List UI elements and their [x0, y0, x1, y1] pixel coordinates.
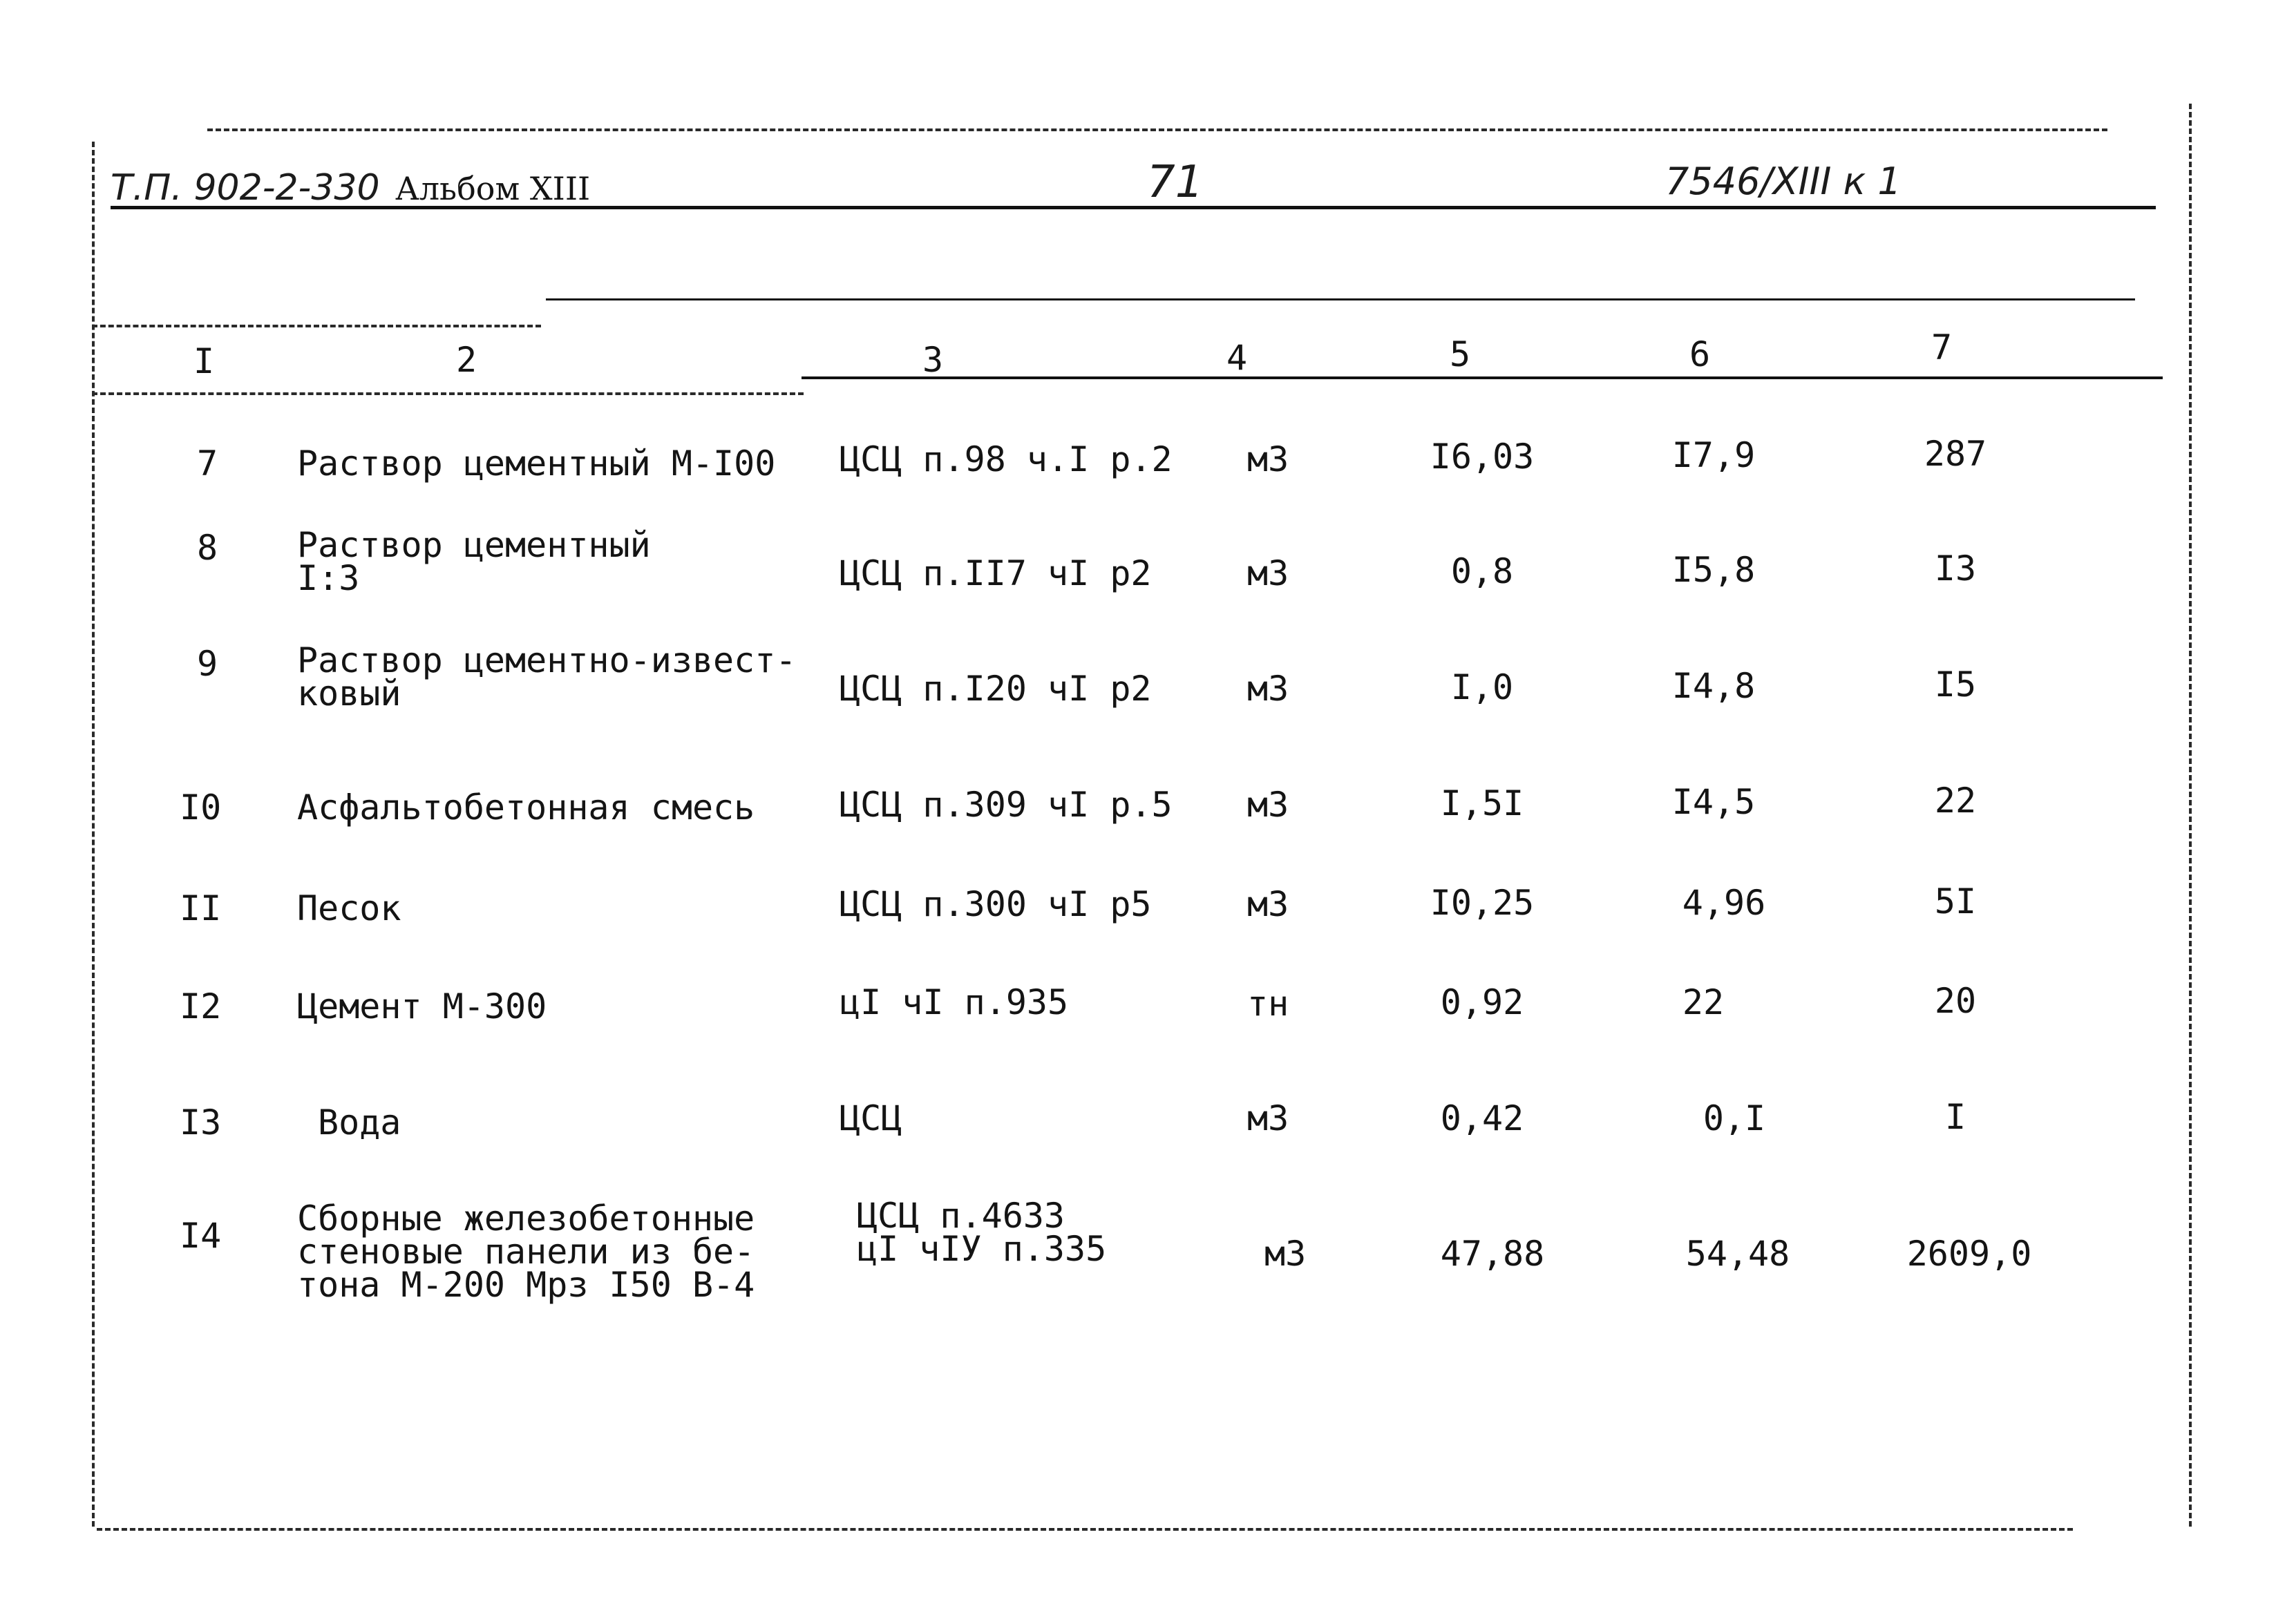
column-header-2: 2 [456, 340, 477, 380]
column-header-3: 3 [922, 340, 944, 380]
unit: м3 [1247, 669, 1289, 709]
price-reference: ЦСЦ п.309 чI р.5 [840, 785, 1173, 825]
row-number: 7 [197, 443, 218, 484]
column-header-7: 7 [1931, 327, 1953, 367]
column-header-1: I [193, 341, 215, 381]
unit: м3 [1247, 884, 1289, 924]
album-label: Альбом XIII [395, 170, 591, 207]
unit-price: 0,I [1703, 1098, 1766, 1138]
price-reference: ЦСЦ п.4633 цI чIУ п.335 [857, 1196, 1107, 1269]
material-name: Раствор цементно-извест- ковый [297, 640, 797, 714]
material-name: Раствор цементный М-I00 [297, 443, 776, 484]
unit: м3 [1247, 1098, 1289, 1138]
unit: м3 [1264, 1234, 1307, 1274]
unit-price: I4,8 [1671, 666, 1756, 706]
row-number: II [180, 888, 222, 928]
unit-price: I4,5 [1671, 782, 1756, 822]
total-cost: I3 [1934, 548, 1977, 589]
row-number: I3 [180, 1102, 222, 1143]
row-number: I4 [180, 1216, 222, 1256]
top-dashed-border [207, 128, 2107, 131]
unit: м3 [1247, 553, 1289, 593]
column-header-5: 5 [1450, 334, 1471, 374]
unit: м3 [1247, 785, 1289, 825]
unit-price: 54,48 [1685, 1234, 1790, 1274]
total-cost: 2609,0 [1906, 1234, 2032, 1274]
total-cost: I5 [1934, 665, 1977, 705]
row-number: I0 [180, 787, 222, 828]
unit-price: 22 [1682, 982, 1725, 1022]
table-top-line [546, 298, 2135, 300]
right-border [2189, 104, 2192, 1527]
material-name: Песок [297, 888, 401, 928]
unit: м3 [1247, 439, 1289, 479]
material-name: Раствор цементный I:3 [297, 525, 651, 598]
material-name: Асфальтобетонная смесь [297, 787, 755, 828]
bottom-dashed-border [97, 1528, 2073, 1531]
column-header-underline [802, 376, 2163, 379]
price-reference: ЦСЦ п.300 чI р5 [840, 884, 1152, 924]
material-name: Сборные железобетонные стеновые панели из бе- тона М-200 Мрз I50 В-4 [297, 1198, 755, 1305]
unit-price: I5,8 [1671, 550, 1756, 590]
doc-code: Т.П. 902-2-330 [111, 167, 380, 209]
price-reference: цI чI п.935 [840, 982, 1069, 1022]
material-name: Вода [318, 1102, 401, 1143]
page-number: 71 [1147, 157, 1204, 208]
row-number: 9 [197, 644, 218, 684]
table-top-line-left [92, 325, 541, 327]
left-border [92, 142, 95, 1527]
quantity: 0,92 [1440, 982, 1524, 1022]
quantity: I6,03 [1430, 437, 1535, 477]
column-header-underline-left [92, 392, 804, 395]
price-reference: ЦСЦ п.II7 чI р2 [840, 553, 1152, 593]
total-cost: 287 [1924, 434, 1987, 474]
column-header-6: 6 [1689, 334, 1711, 374]
price-reference: ЦСЦ п.I20 чI р2 [840, 669, 1152, 709]
total-cost: 5I [1934, 881, 1977, 921]
material-name: Цемент М-300 [297, 986, 547, 1026]
inventory-number: 7546/XIII к 1 [1665, 160, 1902, 203]
row-number: 8 [197, 528, 218, 568]
unit-price: 4,96 [1682, 883, 1766, 923]
row-number: I2 [180, 986, 222, 1026]
unit-price: I7,9 [1671, 435, 1756, 475]
price-reference: ЦСЦ [840, 1098, 902, 1138]
quantity: I,0 [1450, 667, 1514, 707]
quantity: 0,42 [1440, 1098, 1524, 1138]
price-reference: ЦСЦ п.98 ч.I р.2 [840, 439, 1173, 479]
column-header-4: 4 [1226, 338, 1248, 378]
total-cost: 20 [1934, 981, 1977, 1021]
quantity: 0,8 [1450, 551, 1514, 591]
quantity: I0,25 [1430, 883, 1535, 923]
unit: тн [1247, 984, 1289, 1024]
total-cost: 22 [1934, 781, 1977, 821]
quantity: I,5I [1440, 783, 1524, 823]
quantity: 47,88 [1440, 1234, 1545, 1274]
total-cost: I [1944, 1097, 1966, 1137]
